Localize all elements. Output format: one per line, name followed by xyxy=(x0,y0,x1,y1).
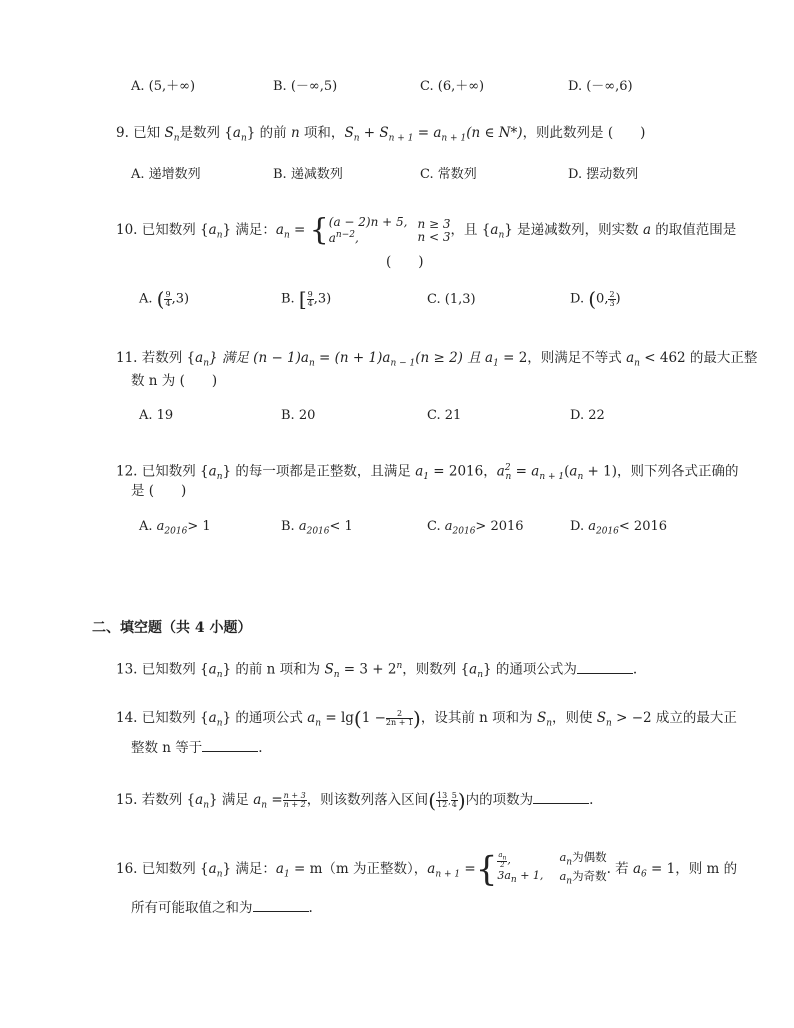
q9-option-b: B. 递减数列 xyxy=(273,167,343,182)
question-10-stem: 10. 已知数列 $\{a_n\}$ 满足：$a_n = \{(a - 2)n + 5$, $a^{n-2},n \ge 3$ n < 3，且 $\{a_n\}$ 是递减数列，则实数 a 的取值范围是 xyxy=(116,212,737,248)
q12-option-d: D. $a_{2016}< 2016$ xyxy=(570,519,668,537)
q9-option-c: C. 常数列 xyxy=(420,167,477,182)
q10-answer-paren: ( ) xyxy=(386,254,424,270)
question-16-line1: 16. 已知数列 $\{a_n\}$ 满足：$a_1 = m(m$ 为正整数），$a_{n + 1}$ ={ $\frac{a_n}{2}$ , $3a_n + 1,a_n$为偶数 $a_n$为奇数. 若 $a_6 = 1$，则 m 的 xyxy=(116,849,738,890)
q10-option-b: B. [ $\frac{9}{4}$ ,3) xyxy=(281,287,332,311)
q11-option-b: B. 20 xyxy=(281,408,316,423)
q9-option-d: D. 摆动数列 xyxy=(568,167,639,182)
q8-option-b: B. (－∞,5) xyxy=(273,79,338,94)
question-9-stem: 9. 已知 $S_n$是数列 $\{a_n\}$ 的前 n 项和，$S_n + S_{n + 1} = a_{n + 1}(n$ ∈ N*)，则此数列是 ( ) xyxy=(116,125,646,144)
q11-option-d: D. 22 xyxy=(570,408,605,423)
answer-blank-13[interactable] xyxy=(577,661,633,674)
question-15: 15. 若数列 $\{a_n\}$ 满足 $a_n$ = $\frac{n + 3}{n + 2}$ ，则该数列落入区间( $\frac{13}{12}$ , $\frac{5}{4}$ )内的项数为 . xyxy=(116,788,594,813)
q10-option-c: C. (1,3) xyxy=(427,292,476,307)
q10-cases: (a − 2)n + 5, $a^{n-2}$, xyxy=(328,215,408,245)
q8-option-a: A. (5,＋∞) xyxy=(131,79,196,94)
q11-option-c: C. 21 xyxy=(427,408,462,423)
q11-option-a: A. 19 xyxy=(139,408,174,423)
question-11-line1: 11. 若数列 $\{a_n\}$ 满足 $(n - 1)a_n = (n + 1)a_{n - 1}(n \ge 2)$ 且 $a_1 = 2$，则满足不等式 $a_n < 462$ 的最大正整 xyxy=(116,350,758,369)
q9-option-a: A. 递增数列 xyxy=(131,167,201,182)
question-12-line1: 12. 已知数列 $\{a_n\}$ 的每一项都是正整数，且满足 $a_1 = 2016$，$a^2_n = a_{n + 1}(a_n + 1)$，则下列各式正确的 xyxy=(116,463,739,483)
answer-blank-16[interactable] xyxy=(253,899,309,912)
q10-option-d: D. (0, $\frac{2}{3}$ ) xyxy=(570,287,621,311)
question-14-line1: 14. 已知数列 $\{a_n\}$ 的通项公式 $a_n = \lg(1$ − $\frac{2}{2n + 1}$ )，设其前 n 项和为 $S_n$，则使 $S_n > -2$ 成立的最大正 xyxy=(116,706,737,731)
q10-option-a: A. ( $\frac{9}{4}$ ,3) xyxy=(139,287,190,311)
question-11-line2: 数 n 为 ( ) xyxy=(131,373,218,389)
question-12-line2: 是 ( ) xyxy=(131,483,187,499)
q12-option-b: B. $a_{2016}< 1$ xyxy=(281,519,353,537)
question-16-line2: 所有可能取值之和为 . xyxy=(131,900,313,916)
answer-blank-14[interactable] xyxy=(202,739,258,752)
section-heading-fill-in: 二、填空题（共 4 小题） xyxy=(92,620,252,636)
question-13: 13. 已知数列 $\{a_n\}$ 的前 n 项和为 $S_n = 3 + 2^n$，则数列 $\{a_n\}$ 的通项公式为 . xyxy=(116,661,638,681)
q12-option-c: C. $a_{2016}> 2016$ xyxy=(427,519,524,537)
q12-option-a: A. $a_{2016}> 1$ xyxy=(139,519,211,537)
question-14-line2: 整数 n 等于 . xyxy=(131,740,263,756)
q8-option-c: C. (6,＋∞) xyxy=(420,79,485,94)
q10-conditions: n ≥ 3 n < 3 xyxy=(417,216,451,244)
answer-blank-15[interactable] xyxy=(533,791,589,804)
q8-option-d: D. (－∞,6) xyxy=(568,79,633,94)
